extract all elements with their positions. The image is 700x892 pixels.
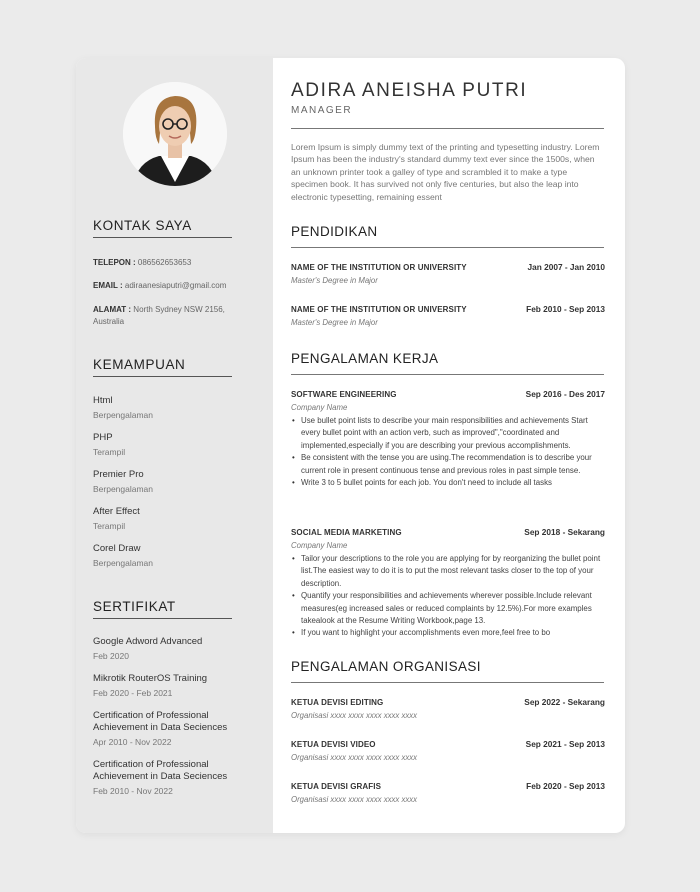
experience-bullet: • Be consistent with the tense you are using.The recommendation is to describe your current role in present continuous tense and previous roles in past simple tense. (291, 452, 605, 477)
skill-name: Premier Pro (93, 469, 144, 480)
certificate-name: Google Adword Advanced (93, 636, 203, 647)
certificate-name: Mikrotik RouterOS Training (93, 673, 208, 684)
main-content (273, 58, 625, 833)
experience-bullet: • Write 3 to 5 bullet points for each job. You don't need to include all tasks (291, 477, 605, 489)
skill-name: Html (93, 395, 113, 406)
experience-bullets (291, 415, 605, 489)
education-date: Jan 2007 - Jan 2010 (527, 262, 605, 272)
certificate-date: Feb 2010 - Nov 2022 (93, 786, 173, 796)
contact-email-value: adiraanesiaputri@gmail.com (124, 281, 227, 290)
skill-level: Terampil (93, 447, 126, 457)
certificate-date: Feb 2020 - Feb 2021 (93, 688, 173, 698)
organization-date: Feb 2020 - Sep 2013 (526, 781, 605, 791)
organization-item (291, 697, 605, 720)
certificate-date: Feb 2020 (93, 651, 129, 661)
skill-item (93, 469, 243, 495)
certificate-date: Apr 2010 - Nov 2022 (93, 737, 172, 747)
education-institution: NAME OF THE INSTITUTION OR UNIVERSITY (291, 263, 467, 272)
certificate-item (93, 636, 243, 662)
contact-address (93, 304, 238, 328)
sidebar (76, 58, 273, 833)
organization-position: KETUA DEVISI EDITING (291, 698, 384, 707)
experience-bullet: • Tailor your descriptions to the role you are applying for by reorganizing the bullet point list.The easiest way to do it is to put the most relevant tasks closer to the top of your description. (291, 553, 605, 590)
education-degree: Master's Degree in Major (291, 276, 378, 285)
profile-summary: Lorem Ipsum is simply dummy text of the printing and typesetting industry. Lorem Ipsum has been the industry's standard dummy text ever since the 1500s, when an unknown printer took a galley of type and scrambled it to make a type specimen book. It has survived not only five centuries, but also the leap into electronic typesetting, remaining essent (291, 142, 600, 202)
contact-phone-value: 086562653653 (137, 258, 192, 267)
organization-name: Organisasi xxxx xxxx xxxx xxxx xxxx (291, 711, 418, 720)
skill-name: Corel Draw (93, 543, 141, 554)
experience-date: Sep 2018 - Sekarang (524, 527, 605, 537)
contact-address-value: North Sydney NSW 2156, Australia (93, 305, 225, 326)
education-institution: NAME OF THE INSTITUTION OR UNIVERSITY (291, 305, 467, 314)
experience-item (291, 527, 605, 640)
certificate-name: Certification of Professional Achievement in Data Seciences (93, 759, 228, 782)
certificate-item (93, 710, 243, 748)
resume-card (76, 58, 625, 833)
experience-bullet: • If you want to highlight your accomplishments even more,feel free to bo (291, 627, 605, 639)
experience-company: Company Name (291, 403, 348, 412)
organization-date: Sep 2022 - Sekarang (524, 697, 605, 707)
organization-date: Sep 2021 - Sep 2013 (525, 739, 605, 749)
skill-item (93, 395, 243, 421)
contact-phone (93, 257, 238, 269)
skill-level: Berpengalaman (93, 558, 154, 568)
experience-item (291, 389, 605, 489)
experience-date: Sep 2016 - Des 2017 (525, 389, 605, 399)
header-divider (291, 128, 604, 129)
skill-item (93, 432, 243, 458)
contact-section-title: KONTAK SAYA (93, 218, 232, 238)
experience-bullets (291, 553, 605, 640)
skills-section-title: KEMAMPUAN (93, 357, 232, 377)
contact-email (93, 280, 238, 292)
organization-position: KETUA DEVISI VIDEO (291, 740, 376, 749)
profile-photo (123, 82, 227, 186)
experience-bullet: • Quantify your responsibilities and achievements wherever possible.Include relevant measures(eg increased sales or reduced complaints by 12.5%).For more examples takealook at the Resume Writing Workbook,page 13. (291, 590, 605, 627)
full-name: ADIRA ANEISHA PUTRI (291, 80, 528, 101)
education-item (291, 262, 605, 285)
organization-section-title: PENGALAMAN ORGANISASI (291, 659, 481, 674)
education-section-title: PENDIDIKAN (291, 224, 378, 239)
contact-email-label: EMAIL : (93, 281, 123, 290)
certificate-item (93, 759, 243, 797)
experience-section-title: PENGALAMAN KERJA (291, 351, 439, 366)
organization-item (291, 781, 605, 804)
contact-phone-label: TELEPON : (93, 258, 136, 267)
experience-bullet: • Use bullet point lists to describe your main responsibilities and achievements Start every bullet point with an action verb, such as improved","coordinated and implemented,especially if you are describing your previous accomplishments. (291, 415, 605, 452)
skill-level: Terampil (93, 521, 126, 531)
experience-position: SOFTWARE ENGINEERING (291, 390, 397, 399)
organization-item (291, 739, 605, 762)
certificates-section-title: SERTIFIKAT (93, 599, 232, 619)
skill-item (93, 506, 243, 532)
experience-divider (291, 374, 604, 375)
skill-name: PHP (93, 432, 113, 443)
organization-name: Organisasi xxxx xxxx xxxx xxxx xxxx (291, 795, 418, 804)
education-item (291, 304, 605, 327)
certificate-item (93, 673, 243, 699)
experience-position: SOCIAL MEDIA MARKETING (291, 528, 402, 537)
organization-name: Organisasi xxxx xxxx xxxx xxxx xxxx (291, 753, 418, 762)
skill-level: Berpengalaman (93, 410, 154, 420)
skill-level: Berpengalaman (93, 484, 154, 494)
education-divider (291, 247, 604, 248)
organization-divider (291, 682, 604, 683)
profile-photo-portrait (123, 82, 227, 186)
contact-address-label: ALAMAT : (93, 305, 132, 314)
education-date: Feb 2010 - Sep 2013 (526, 304, 605, 314)
job-role: MANAGER (291, 105, 353, 116)
education-degree: Master's Degree in Major (291, 318, 378, 327)
skill-item (93, 543, 243, 569)
skill-name: After Effect (93, 506, 140, 517)
organization-position: KETUA DEVISI GRAFIS (291, 782, 382, 791)
experience-company: Company Name (291, 541, 348, 550)
certificate-name: Certification of Professional Achievement in Data Seciences (93, 710, 228, 733)
